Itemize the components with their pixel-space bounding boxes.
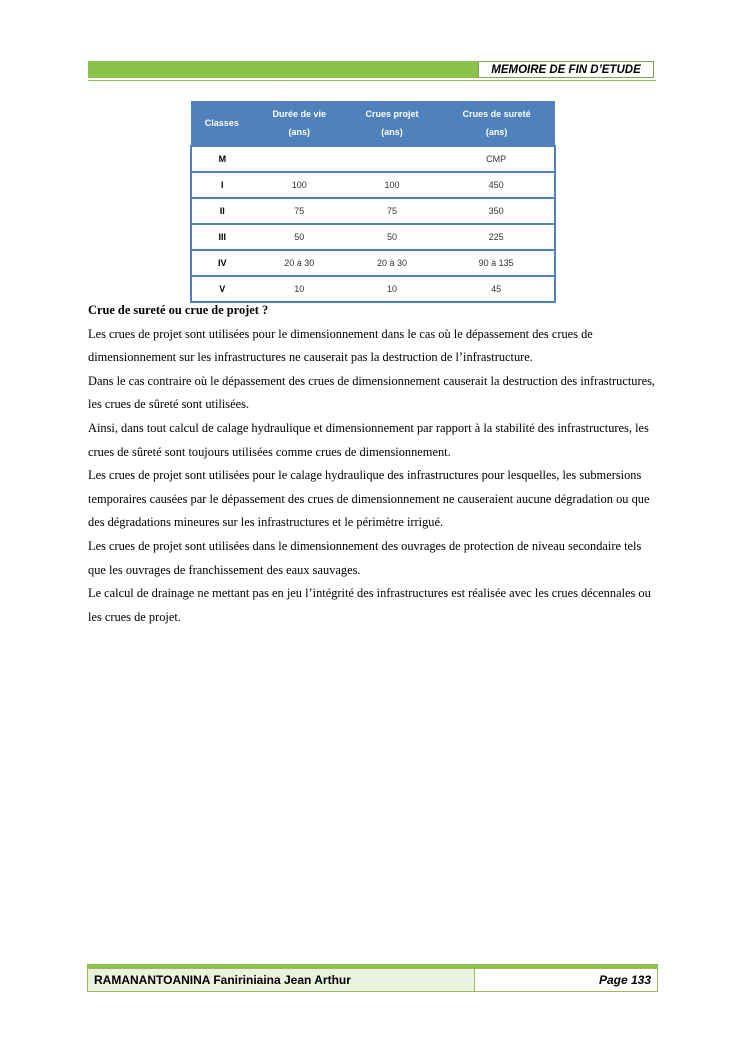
col-header-duree: Durée de vie (ans) — [253, 101, 346, 146]
flood-class-table — [190, 101, 556, 303]
table-cell: V — [191, 276, 253, 302]
table-cell: 75 — [253, 198, 346, 224]
paragraph: Le calcul de drainage ne mettant pas en jeu l’intégrité des infrastructures est réalisée avec les crues décennales ou les crues de projet. — [88, 586, 651, 624]
table-cell: 50 — [346, 224, 438, 250]
table-cell: 350 — [438, 198, 555, 224]
page-header — [88, 61, 656, 81]
paragraph: Dans le cas contraire où le dépassement des crues de dimensionnement causerait la destruction des infrastructures, les crues de sûreté sont utilisées. — [88, 373, 656, 412]
table-row — [191, 224, 555, 250]
table-row — [191, 198, 555, 224]
page-footer — [87, 964, 658, 992]
table-cell: M — [191, 146, 253, 172]
page-number: Page 133 — [475, 968, 658, 992]
table-cell: IV — [191, 250, 253, 276]
table-row — [191, 146, 555, 172]
section-heading: Crue de sureté ou crue de projet ? — [88, 303, 269, 317]
table-cell: 100 — [253, 172, 346, 198]
col-header-crues-surete: Crues de sureté (ans) — [438, 101, 555, 146]
col-header-crues-projet: Crues projet (ans) — [346, 101, 438, 146]
table-cell: 100 — [346, 172, 438, 198]
footer-author: RAMANANTOANINA Faniriniaina Jean Arthur — [87, 968, 475, 992]
header-rule — [88, 80, 656, 81]
table-cell: 75 — [346, 198, 438, 224]
header-band — [88, 61, 478, 78]
body-text — [88, 299, 658, 629]
table-row — [191, 250, 555, 276]
table-cell: I — [191, 172, 253, 198]
table-cell: 50 — [253, 224, 346, 250]
table-cell: 90 à 135 — [438, 250, 555, 276]
paragraph: Les crues de projet sont utilisées dans le dimensionnement des ouvrages de protection de niveau secondaire tels que les ouvrages de franchissement des eaux sauvages. — [88, 538, 642, 577]
table-cell: II — [191, 198, 253, 224]
table-cell: 225 — [438, 224, 555, 250]
table-cell: 45 — [438, 276, 555, 302]
table-cell: 450 — [438, 172, 555, 198]
table-cell: III — [191, 224, 253, 250]
paragraph: Ainsi, dans tout calcul de calage hydraulique et dimensionnement par rapport à la stabilité des infrastructures, les crues de sûreté sont toujours utilisées comme crues de dimensionnement. — [88, 420, 649, 459]
table-cell: 10 — [346, 276, 438, 302]
table-header-row — [191, 101, 555, 146]
table-cell: 20 à 30 — [253, 250, 346, 276]
table-cell: 10 — [253, 276, 346, 302]
paragraph: Les crues de projet sont utilisées pour le calage hydraulique des infrastructures pour lesquelles, les submersions temporaires causées par le dépassement des crues de dimensionnement ne causeraient aucune dégradation ou que des dégradations mineures sur les infrastructures et le périmètre irrigué. — [88, 468, 650, 530]
table-cell — [346, 146, 438, 172]
table-cell: 20 à 30 — [346, 250, 438, 276]
header-title: MEMOIRE DE FIN D’ETUDE — [478, 61, 654, 78]
table-cell — [253, 146, 346, 172]
table-cell: CMP — [438, 146, 555, 172]
paragraph: Les crues de projet sont utilisées pour le dimensionnement dans le cas où le dépassement des crues de dimensionnement sur les infrastructures ne causerait pas la destruction de l’infrastructure. — [88, 326, 593, 365]
table-row — [191, 172, 555, 198]
col-header-classes: Classes — [191, 101, 253, 146]
